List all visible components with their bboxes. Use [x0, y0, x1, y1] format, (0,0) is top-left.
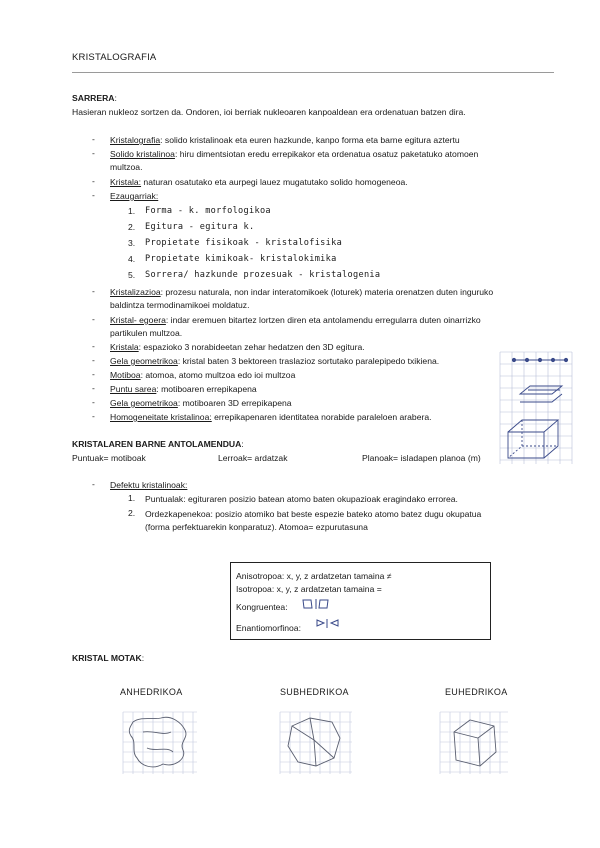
list-item	[110, 190, 158, 203]
definition: : motiboaren errepikapena	[156, 384, 257, 394]
term: Kristalografia	[110, 135, 161, 145]
term: Kristala	[110, 342, 139, 352]
barne-colon: :	[241, 439, 244, 449]
list-number: 5.	[128, 270, 136, 280]
list-item	[110, 176, 408, 189]
bullet-dash: -	[92, 397, 95, 407]
enantiomorfinoa-sketch-icon	[316, 618, 340, 629]
definition: : hiru dimentsiotan eredu errepikakor eta ordenatua osatuz paketatuko atomoen	[174, 149, 479, 159]
list-item	[110, 314, 481, 327]
defektu-item-cont: (forma perfektuarekin konparatuz). Atomoa= ezpurutasuna	[145, 522, 368, 532]
subhedrikoa-label: SUBHEDRIKOA	[280, 687, 349, 697]
list-item	[110, 383, 257, 396]
anhedrikoa-label: ANHEDRIKOA	[120, 687, 183, 697]
list-item	[110, 355, 439, 368]
anhedrikoa-sketch	[123, 712, 197, 774]
euhedrikoa-sketch	[440, 712, 508, 774]
bullet-dash: -	[92, 286, 95, 296]
list-number: 1.	[128, 493, 136, 503]
sarrera-heading-line	[72, 92, 117, 105]
bullet-dash: -	[92, 148, 95, 158]
definition: : espazioko 3 norabideetan zehar hedatzen den 3D egitura.	[138, 342, 365, 352]
barne-heading-line	[72, 438, 244, 451]
defektu-item: Puntualak: egituraren posizio batean atomo baten okupazioak eragindako errorea.	[145, 494, 458, 504]
definition: : indar eremuen bitartez lortzen diren eta antolamendu erregularra duten oinarrizko	[165, 315, 481, 325]
bullet-dash: -	[92, 314, 95, 324]
list-item	[110, 369, 295, 382]
term: Puntu sarea	[110, 384, 157, 394]
bullet-dash: -	[92, 134, 95, 144]
term: Kristal- egoera	[110, 315, 166, 325]
barne-heading: KRISTALAREN BARNE ANTOLAMENDUA	[72, 439, 242, 449]
definition: : kristal baten 3 bektoreen traslazioz sortutako paralepipedo txikiena.	[177, 356, 440, 366]
subhedrikoa-sketch	[280, 712, 352, 774]
enantiomorfinoa-text: Enantiomorfinoa:	[236, 623, 301, 633]
anisotropoa-text: Anisotropoa: x, y, z ardatzetan tamaina ≠	[236, 571, 392, 581]
list-item	[110, 341, 365, 354]
term: Homogeneitate kristalinoa:	[110, 412, 212, 422]
term: Kristala:	[110, 177, 142, 187]
kongruentea-text: Kongruentea:	[236, 602, 288, 612]
defektu-label: Defektu kristalinoak:	[110, 480, 188, 490]
bullet-dash: -	[92, 369, 95, 379]
header-divider	[72, 72, 554, 73]
definition-cont: multzoa.	[110, 162, 143, 172]
list-number: 4.	[128, 254, 136, 264]
euhedrikoa-label: EUHEDRIKOA	[445, 687, 508, 697]
ezaugarri-item: Propietate kimikoak- kristalokimika	[145, 254, 337, 264]
lerroak-label: Lerroak= ardatzak	[218, 453, 288, 463]
list-item	[110, 397, 292, 410]
list-item	[110, 286, 493, 299]
term: Ezaugarriak:	[110, 191, 159, 201]
list-item	[110, 411, 432, 424]
motak-colon: :	[141, 653, 145, 663]
term: Solido kristalinoa	[110, 149, 175, 159]
term: Kristalizazioa	[110, 287, 161, 297]
term: Gela geometrikoa	[110, 398, 178, 408]
list-item	[110, 148, 478, 161]
bullet-dash: -	[92, 176, 95, 186]
definition-cont: partikulen multzoa.	[110, 328, 183, 338]
bullet-dash: -	[92, 341, 95, 351]
list-number: 2.	[128, 222, 136, 232]
list-item	[110, 134, 460, 147]
ezaugarri-item: Sorrera/ hazkunde prozesuak - kristalogenia	[145, 270, 381, 280]
sarrera-heading: SARRERA	[72, 93, 115, 103]
unit-cell-sketch	[500, 352, 572, 464]
list-number: 3.	[128, 238, 136, 248]
definition-cont: baldintza termodinamikoei moldatuz.	[110, 300, 250, 310]
isotropoa-text: Isotropoa: x, y, z ardatzetan tamaina =	[236, 584, 382, 594]
bullet-dash: -	[92, 355, 95, 365]
definition: : solido kristalinoak eta euren hazkunde, kanpo forma eta barne egitura aztertu	[160, 135, 460, 145]
defektu-item: Ordezkapenekoa: posizio atomiko bat beste espezie bateko atomo batez dugu okupatua	[145, 509, 482, 519]
definition: : motiboaren 3D errepikapena	[177, 398, 292, 408]
bullet-dash: -	[92, 479, 95, 489]
term: Motiboa	[110, 370, 141, 380]
planoak-label: Planoak= isladapen planoa (m)	[362, 453, 481, 463]
sarrera-colon: :	[114, 93, 117, 103]
kongruentea-sketch-icon	[302, 598, 330, 610]
ezaugarri-item: Egitura - egitura k.	[145, 222, 255, 232]
list-number: 2.	[128, 508, 136, 518]
ezaugarri-item: Propietate fisikoak - kristalofisika	[145, 238, 343, 248]
motak-heading: KRISTAL MOTAK	[72, 653, 142, 663]
definition: errepikapenaren identitatea norabide paraleloen arabera.	[211, 412, 432, 422]
term: Gela geometrikoa	[110, 356, 178, 366]
definition: naturan osatutako eta aurpegi lauez mugatutako solido homogeneoa.	[141, 177, 408, 187]
bullet-dash: -	[92, 411, 95, 421]
puntuak-label: Puntuak= motiboak	[72, 453, 146, 463]
ezaugarri-item: Forma - k. morfologikoa	[145, 206, 271, 216]
document-title: KRISTALOGRAFIA	[72, 52, 157, 63]
bullet-dash: -	[92, 190, 95, 200]
motak-heading-line	[72, 652, 144, 665]
bullet-dash: -	[92, 383, 95, 393]
sarrera-intro: Hasieran nukleoz sortzen da. Ondoren, ioi berriak nukleoaren kanpoaldean era ordenatuan batzen dira.	[72, 107, 466, 117]
definition: : prozesu naturala, non indar interatomikoek (loturek) materia orenatzen duten inguruko	[160, 287, 494, 297]
list-number: 1.	[128, 206, 136, 216]
definition: : atomoa, atomo multzoa edo ioi multzoa	[140, 370, 296, 380]
